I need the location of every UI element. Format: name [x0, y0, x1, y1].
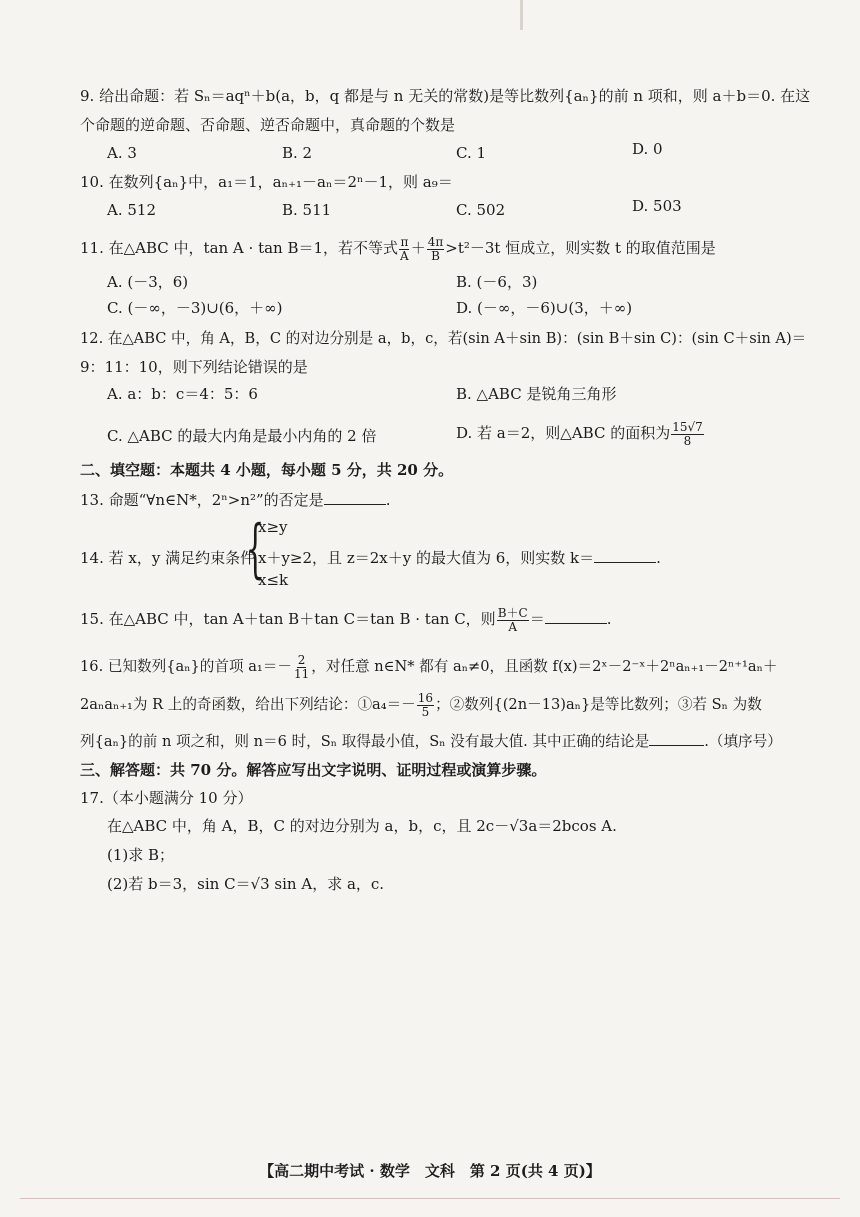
- q9-stem-line2: 个命题的逆命题、否命题、逆否命题中，真命题的个数是: [80, 116, 456, 134]
- q14-constraint-3: x≤k: [258, 571, 289, 589]
- q11-option-b: B. (－6，3): [456, 273, 538, 291]
- q16-line1: [80, 652, 778, 682]
- q16-f2-den: 5: [421, 704, 430, 719]
- q17-title: 17.（本小题满分 10 分）: [80, 789, 253, 807]
- q9-option-a: A. 3: [107, 144, 137, 162]
- q9-stem-line1: 9. 给出命题：若 Sₙ＝aqⁿ＋b(a，b，q 都是与 n 无关的常数)是等比数列{aₙ}的前 n 项和，则 a＋b＝0. 在这: [80, 87, 811, 105]
- q14-answer-blank[interactable]: [594, 548, 656, 563]
- q11-stem-pre: 11. 在△ABC 中，tan A · tan B＝1，若不等式: [80, 239, 399, 257]
- q16-line3-text: 列{aₙ}的前 n 项之和，则 n＝6 时，Sₙ 取得最小值，Sₙ 没有最大值. 其中正确的结论是: [80, 733, 650, 750]
- q14-constraint-1: x≥y: [258, 518, 288, 536]
- q11-plus: ＋: [410, 239, 426, 257]
- q16-line1-pre: 16. 已知数列{aₙ}的首项 a₁＝－: [80, 658, 292, 675]
- q16-line2-post: ；②数列{(2n－13)aₙ}是等比数列；③若 Sₙ 为数: [435, 696, 762, 713]
- q15-fraction: [497, 607, 529, 634]
- q11-f1-num: π: [400, 234, 409, 249]
- q17-part1: (1)求 B；: [107, 846, 175, 864]
- q11-option-a: A. (－3，6): [107, 273, 189, 291]
- q15-f-num: B＋C: [497, 605, 528, 620]
- q15-end: .: [606, 610, 612, 628]
- bottom-divider: [20, 1198, 840, 1199]
- q16-f2-num: 16: [417, 690, 434, 705]
- q11-stem-post: >t²－3t 恒成立，则实数 t 的取值范围是: [445, 239, 716, 257]
- q13-end: .: [385, 491, 391, 509]
- q11-fraction-4pi-over-b: [427, 236, 445, 263]
- q16-f1-num: 2: [297, 652, 306, 667]
- q11-fraction-pi-over-a: [399, 236, 410, 263]
- q12-d-pre: D. 若 a＝2，则△ABC 的面积为: [456, 424, 671, 442]
- q14-brace: {: [246, 512, 265, 586]
- q17-stem: 在△ABC 中，角 A，B，C 的对边分别为 a，b，c，且 2c－√3a＝2bcos A.: [107, 817, 617, 835]
- q14-constraint-2: [258, 548, 661, 568]
- q10-option-c: C. 502: [456, 201, 506, 219]
- section3-heading: 三、解答题：共 70 分。解答应写出文字说明、证明过程或演算步骤。: [80, 761, 547, 779]
- q17-part2: (2)若 b＝3，sin C＝√3 sin A，求 a，c.: [107, 875, 385, 893]
- q16-line3: [80, 731, 782, 752]
- q13-answer-blank[interactable]: [324, 490, 386, 505]
- q11-f2-num: 4π: [427, 234, 444, 249]
- q15-f-den: A: [508, 619, 518, 634]
- q12-option-c: C. △ABC 的最大内角是最小内角的 2 倍: [107, 427, 377, 445]
- q16-line2-pre: 2aₙaₙ₊₁为 R 上的奇函数，给出下列结论：①a₄＝－: [80, 696, 416, 713]
- q12-option-b: B. △ABC 是锐角三角形: [456, 385, 617, 403]
- q14-pre: 14. 若 x，y 满足约束条件: [80, 549, 256, 567]
- q12-option-d: [456, 418, 705, 448]
- q12-d-den: 8: [683, 433, 692, 448]
- q16-line2: [80, 690, 762, 720]
- q11-option-d: D. (－∞，－6)∪(3，＋∞): [456, 299, 633, 317]
- q16-line3-end: .（填序号）: [704, 733, 782, 750]
- section2-heading: 二、填空题：本题共 4 小题，每小题 5 分，共 20 分。: [80, 461, 454, 479]
- q12-option-a: A. a：b：c＝4：5：6: [107, 385, 258, 403]
- scan-mark: [520, 0, 523, 30]
- q14-c2-text: x＋y≥2，且 z＝2x＋y 的最大值为 6，则实数 k＝: [258, 549, 595, 567]
- q16-fraction-2-over-11: [293, 654, 310, 681]
- q16-fraction-16-over-5: [417, 692, 434, 719]
- q9-option-b: B. 2: [282, 144, 313, 162]
- q12-stem-line2: 9：11：10，则下列结论错误的是: [80, 358, 308, 376]
- q10-stem: 10. 在数列{aₙ}中，a₁＝1，aₙ₊₁－aₙ＝2ⁿ－1，则 a₉＝: [80, 173, 453, 191]
- q16-answer-blank[interactable]: [649, 731, 704, 746]
- q11-stem: [80, 234, 716, 263]
- q13: [80, 490, 390, 510]
- q16-line1-post: ，对任意 n∈N* 都有 aₙ≠0，且函数 f(x)＝2ˣ－2⁻ˣ＋2ⁿaₙ₊₁－2ⁿ⁺¹aₙ＋: [311, 658, 778, 675]
- q11-f2-den: B: [431, 248, 440, 263]
- q11-option-c: C. (－∞，－3)∪(6，＋∞): [107, 299, 283, 317]
- q12-stem-line1: 12. 在△ABC 中，角 A，B，C 的对边分别是 a，b，c，若(sin A＋sin B)：(sin B＋sin C)：(sin C＋sin A)＝: [80, 330, 807, 347]
- q13-stem: 13. 命题“∀n∈N*，2ⁿ>n²”的否定是: [80, 491, 324, 509]
- q15-pre: 15. 在△ABC 中，tan A＋tan B＋tan C＝tan B · tan C，则: [80, 610, 496, 628]
- q11-f1-den: A: [400, 248, 409, 263]
- q12-d-num: 15√7: [672, 419, 703, 434]
- q10-option-a: A. 512: [107, 201, 156, 219]
- q15-answer-blank[interactable]: [545, 609, 607, 624]
- q16-f1-den: 11: [293, 666, 310, 681]
- q10-option-b: B. 511: [282, 201, 332, 219]
- q15: [80, 604, 612, 634]
- q12-d-fraction: [671, 421, 704, 448]
- q10-option-d: D. 503: [632, 197, 682, 215]
- q9-option-c: C. 1: [456, 144, 487, 162]
- q14-end: .: [656, 549, 661, 567]
- q9-option-d: D. 0: [632, 140, 663, 158]
- q15-eq: ＝: [529, 610, 545, 628]
- page-footer: 【高二期中考试 · 数学 文科 第 2 页(共 4 页)】: [259, 1162, 601, 1180]
